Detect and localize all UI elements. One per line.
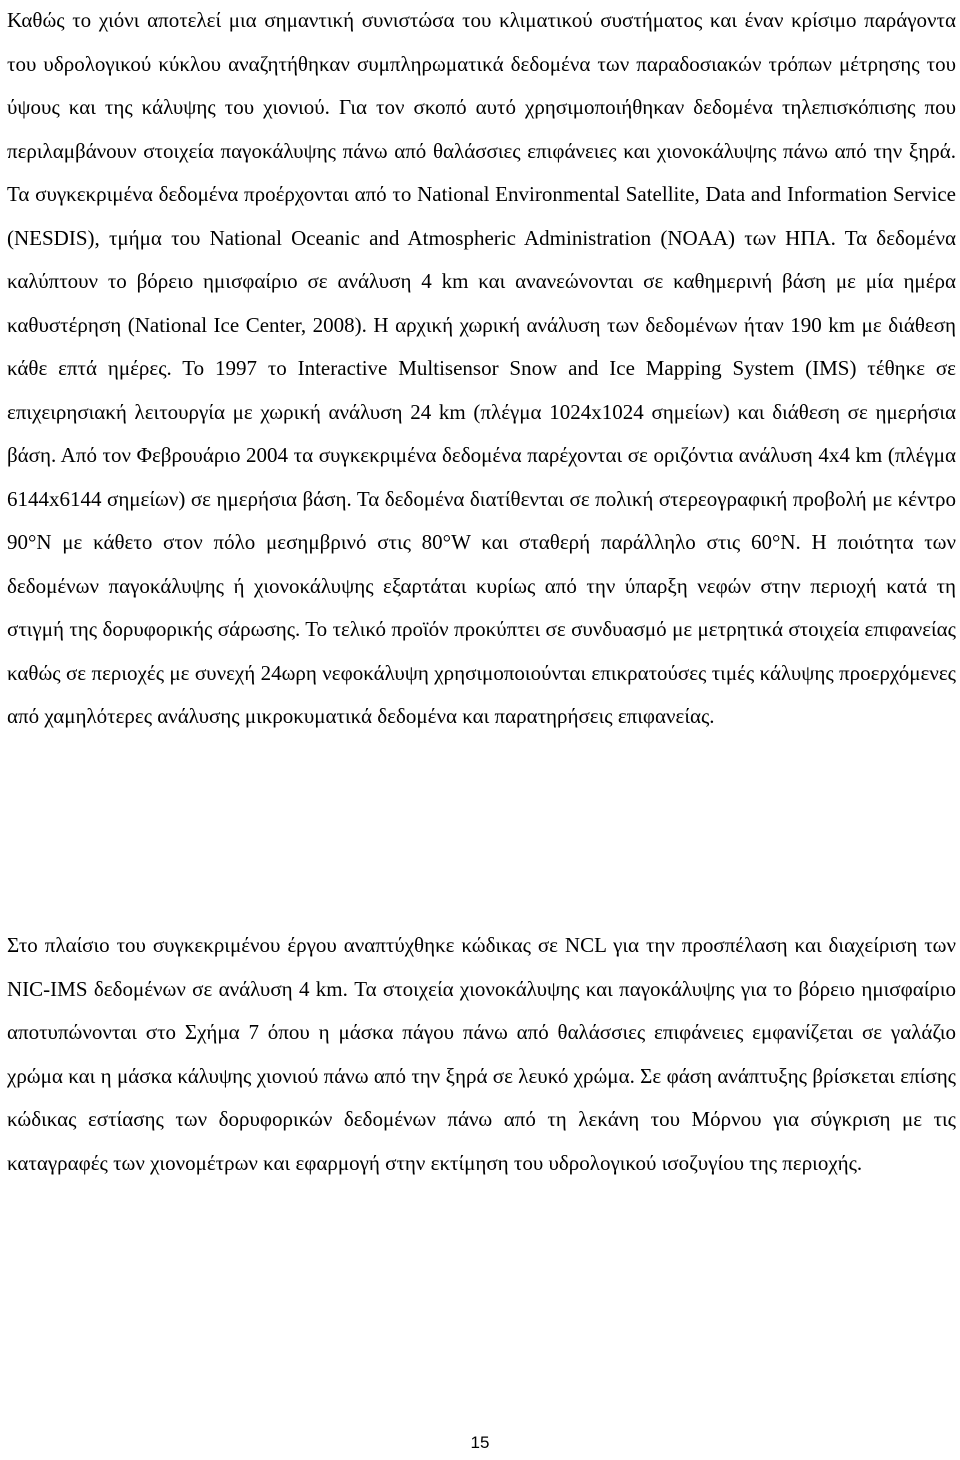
body-paragraph-1: Καθώς το χιόνι αποτελεί μια σημαντική συνιστώσα του κλιματικού συστήματος και έναν κρίσιμο παράγοντα του υδρολογικού κύκλου αναζητήθηκαν συμπληρωματικά δεδομένα των παραδοσιακών τρόπων μέτρησης του ύψους και της κάλυψης του χιονιού. Για τον σκοπό αυτό χρησιμοποιήθηκαν δεδομένα τηλεπισκόπισης που περιλαμβάνουν στοιχεία παγοκάλυψης πάνω από θαλάσσιες επιφάνειες και χιονοκάλυψης πάνω από την ξηρά. Τα συγκεκριμένα δεδομένα προέρχονται από το National Environmental Satellite, Data and Information Service (NESDIS), τμήμα του National Oceanic and Atmospheric Administration (NOAA) των ΗΠΑ. Τα δεδομένα καλύπτουν το βόρειο ημισφαίριο σε ανάλυση 4 km και ανανεώνονται σε καθημερινή βάση με μία ημέρα καθυστέρηση (National Ice Center, 2008). Η αρχική χωρική ανάλυση των δεδομένων ήταν 190 km με διάθεση κάθε επτά ημέρες. Το 1997 το Interactive Multisensor Snow and Ice Mapping System (IMS) τέθηκε σε επιχειρησιακή λειτουργία με χωρική ανάλυση 24 km (πλέγμα 1024x1024 σημείων) και διάθεση σε ημερήσια βάση. Από τον Φεβρουάριο 2004 τα συγκεκριμένα δεδομένα παρέχονται σε οριζόντια ανάλυση 4x4 km (πλέγμα 6144x6144 σημείων) σε ημερήσια βάση. Τα δεδομένα διατίθενται σε πολική στερεογραφική προβολή με κέντρο 90°N με κάθετο στον πόλο μεσημβρινό στις 80°W και σταθερή παράλληλο στις 60°N. Η ποιότητα των δεδομένων παγοκάλυψης ή χιονοκάλυψης εξαρτάται κυρίως από την ύπαρξη νεφών στην περιοχή κατά τη στιγμή της δορυφορικής σάρωσης. Το τελικό προϊόν προκύπτει σε συνδυασμό με μετρητικά στοιχεία επιφανείας καθώς σε περιοχές με συνεχή 24ωρη νεφοκάλυψη χρησιμοποιούνται επικρατούσες τιμές κάλυψης προερχόμενες από χαμηλότερες ανάλυσης μικροκυματικά δεδομένα και παρατηρήσεις επιφανείας.	[7, 8, 956, 728]
body-paragraph-2: Στο πλαίσιο του συγκεκριμένου έργου αναπτύχθηκε κώδικας σε NCL για την προσπέλαση και διαχείριση των NIC-IMS δεδομένων σε ανάλυση 4 km. Τα στοιχεία χιονοκάλυψης και παγοκάλυψης για το βόρειο ημισφαίριο αποτυπώνονται στο Σχήμα 7 όπου η μάσκα πάγου πάνω από θαλάσσιες επιφάνειες εμφανίζεται σε γαλάζιο χρώμα και η μάσκα κάλυψης χιονιού πάνω από την ξηρά σε λευκό χρώμα. Σε φάση ανάπτυξης βρίσκεται επίσης κώδικας εστίασης των δορυφορικών δεδομένων πάνω από τη λεκάνη του Μόρνου για σύγκριση με τις καταγραφές των χιονομέτρων και εφαρμογή στην εκτίμηση του υδρολογικού ισοζυγίου της περιοχής.	[7, 933, 956, 1175]
page-number: 15	[470, 1433, 490, 1452]
